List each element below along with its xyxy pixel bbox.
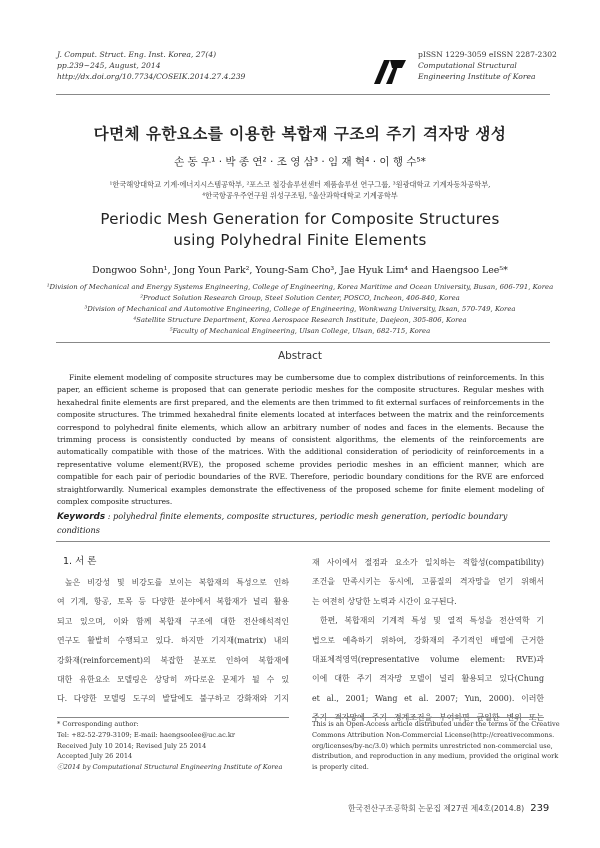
journal-name: J. Comput. Struct. Eng. Inst. Korea, 27(4) (57, 50, 217, 59)
footnote-line: This is an Open-Access article distributed under the terms of the Creative (312, 720, 560, 728)
footnote-line: distribution, and reproduction in any medium, provided the original work (312, 752, 559, 761)
body-line: 이에 대한 주기 격자망 모델이 널리 활용되고 있다(Chung (312, 674, 544, 684)
body-line: 법으로 예측하기 위하여, 강화재의 주기적인 배열에 근거한 (312, 635, 544, 645)
title-english-line1: Periodic Mesh Generation for Composite Structures (100, 210, 500, 228)
page-number: 239 (530, 803, 550, 814)
journal-citation (57, 49, 245, 82)
body-line: 다. 다양한 모델링 도구의 발달에도 불구하고 강화재와 기지 (57, 694, 289, 704)
abstract-text: Finite element modeling of composite structures may be cumbersome due to complex distributions of reinforcements. In this paper, an efficient scheme is proposed that can generate periodic meshes for the composite structures. Regular meshes with hexahedral finite elements are first prepared, and the elements are then trimmed to fit external surfaces of reinforcements in the composite structures. The trimmed hexahedral finite elements located at interfaces between the matrix and the reinforcements correspond to polyhedral finite elements, which allow an arbitrary number of nodes and faces in the elements. Because the trimming process is consistently conducted by means of consistent algorithms, the elements of the reinforcements are automatically compatible with those of the matrices. With the additional consideration of periodicity of reinforcements in a representative volume element(RVE), the proposed scheme provides periodic meshes in an efficient manner, which are compatible for each pair of periodic boundaries of the RVE. Therefore, periodic boundary conditions for the RVE are enforced straightforwardly. Numerical examples demonstrate the effectiveness of the proposed scheme for finite element modeling of complex composite structures. (57, 373, 544, 507)
footnote-rule-left (57, 717, 289, 718)
body-line: 여 기계, 항공, 토목 등 다양한 분야에서 복합재가 널리 활용 (57, 597, 289, 607)
footnote-line: is properly cited. (312, 763, 369, 772)
footnote-line: org/licenses/by-nc/3.0) which permits unrestricted non-commercial use, (312, 741, 553, 750)
license-note (312, 719, 560, 773)
publisher-line2: Engineering Institute of Korea (418, 72, 536, 81)
body-line: 재 사이에서 절점과 요소가 일치하는 적합성(compatibility) (312, 558, 544, 567)
authors-korean: 손 동 우¹ · 박 종 연² · 조 영 삼³ · 임 재 혁⁴ · 이 행 수⁵* (174, 156, 426, 168)
body-line: 는 여전히 상당한 노력과 시간이 요구된다. (312, 596, 457, 606)
publisher-line1: Computational Structural (418, 61, 517, 70)
body-line: 대한 유한요소 모델링은 상당히 까다로운 문제가 될 수 있 (57, 675, 289, 685)
footer-journal: 한국전산구조공학회 논문집 제27권 제4호(2014.8) (348, 804, 525, 813)
authors-english: Dongwoo Sohn¹, Jong Youn Park², Young-Sam Cho³, Jae Hyuk Lim⁴ and Haengsoo Lee⁵* (92, 265, 508, 276)
header-rule (56, 94, 550, 95)
affiliation-en-4: ⁴Satellite Structure Department, Korea Aerospace Research Institute, Daejeon, 305-806, Korea (133, 316, 467, 324)
copyright-line: ⓒ2014 by Computational Structural Engineering Institute of Korea (57, 763, 283, 772)
keywords-bottom-rule (56, 541, 550, 542)
journal-issn (418, 49, 557, 82)
footnote-line: Commons Attribution Non-Commercial License(http://creativecommons. (312, 730, 555, 739)
doi-link[interactable]: http://dx.doi.org/10.7734/COSEIK.2014.27.4.239 (57, 72, 246, 81)
footnote-line: Received July 10 2014; Revised July 25 2014 (57, 741, 207, 750)
keywords-label: Keywords (57, 512, 106, 522)
body-line: 강화재(reinforcement)의 복잡한 분포로 인하여 복합재에 (57, 655, 289, 665)
body-right-column (312, 553, 544, 728)
page-footer (348, 803, 549, 814)
title-korean: 다면체 유한요소를 이용한 복합재 구조의 주기 격자망 생성 (93, 125, 507, 143)
body-line: et al., 2001; Wang et al. 2007; Yun, 2000). 이러한 (312, 693, 544, 703)
keywords-list: : polyhedral finite elements, composite structures, periodic mesh generation, periodic boundary conditions (57, 511, 508, 535)
affiliation-en-2: ²Product Solution Research Group, Steel Solution Center, POSCO, Incheon, 406-840, Korea (140, 294, 460, 302)
footnote-line: * Corresponding author: (57, 720, 139, 728)
body-line: 연구도 활발히 수행되고 있다. 하지만 기지재(matrix) 내의 (57, 636, 289, 646)
issn-numbers: pISSN 1229-3059 eISSN 2287-2302 (418, 50, 557, 59)
affiliation-en-3: ³Division of Mechanical and Automotive Engineering, College of Engineering, Wonkwang University, Iksan, 570-749, Korea (84, 305, 516, 313)
journal-logo (372, 58, 408, 86)
body-left-column (57, 573, 289, 709)
affiliation-ko-1: ¹한국해양대학교 기계·에너지시스템공학부, ²포스코 철강솔루션센터 제품솔루션 연구그룹, ³원광대학교 기계자동차공학부, (109, 180, 491, 189)
abstract-top-rule (56, 342, 550, 343)
footnote-rule-right (312, 717, 544, 718)
body-line: 되고 있으며, 이와 함께 복합재 구조에 대한 전산해석적인 (57, 616, 289, 626)
affiliation-ko-2: ⁴한국항공우주연구원 위성구조팀, ⁵울산과학대학교 기계공학부 (202, 191, 398, 200)
abstract-heading: Abstract (277, 350, 323, 362)
title-english-line2: using Polyhedral Finite Elements (173, 231, 427, 249)
journal-pages: pp.239~245, August, 2014 (57, 61, 161, 70)
journal-logo-icon (372, 58, 408, 86)
body-line: 높은 비강성 및 비강도를 보이는 복합재의 특성으로 인하 (65, 578, 289, 587)
affiliation-en-1: ¹Division of Mechanical and Energy Systems Engineering, College of Engineering, Korea Maritime and Ocean University, Busan, 606-791, Korea (46, 283, 554, 291)
affiliation-en-5: ⁵Faculty of Mechanical Engineering, Ulsan College, Ulsan, 682-715, Korea (169, 327, 431, 335)
keywords (57, 510, 544, 537)
corresponding-author-note (57, 719, 297, 773)
footnote-line: Accepted July 26 2014 (57, 752, 133, 761)
body-line: 조건을 만족시키는 동시에, 고품질의 격자망을 얻기 위해서 (312, 577, 544, 587)
body-line: 한편, 복합재의 기계적 특성 및 열적 특성을 전산역학 기 (320, 616, 544, 626)
section-heading-introduction: 1. 서 론 (63, 556, 97, 567)
footnote-line: Tel: +82-52-279-3109; E-mail: haengsoolee@uc.ac.kr (57, 730, 236, 739)
body-line: 대표체적영역(representative volume element: RVE)과 (312, 655, 544, 665)
